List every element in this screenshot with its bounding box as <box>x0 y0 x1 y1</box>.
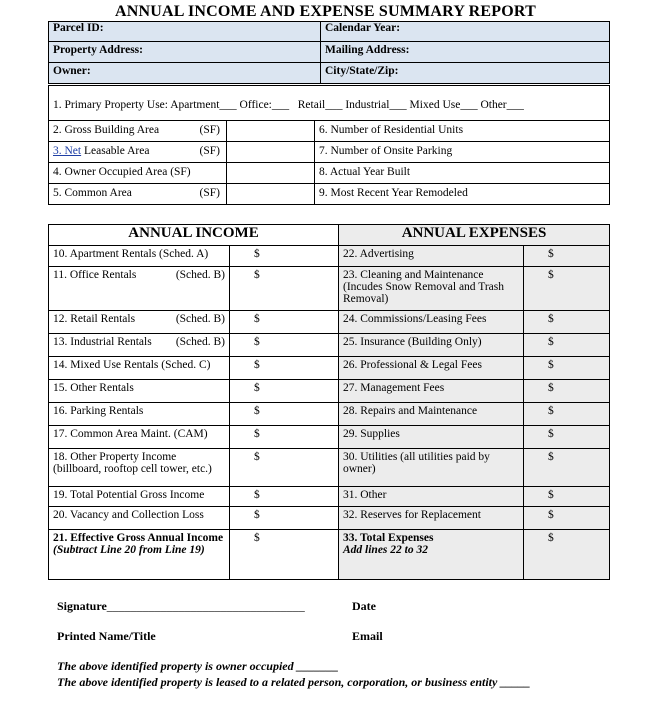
expense-amount-input[interactable]: $ <box>524 334 610 357</box>
income-expense-row <box>49 334 610 357</box>
date-label: Date <box>352 599 376 613</box>
income-expense-row <box>49 267 610 311</box>
property-address-field[interactable]: Property Address: <box>49 42 321 63</box>
income-amount-input[interactable]: $ <box>230 380 339 403</box>
expense-line-label: 23. Cleaning and Maintenance (Incudes Snow Removal and Trash Removal) <box>339 267 524 311</box>
income-line-label: 14. Mixed Use Rentals (Sched. C) <box>49 357 230 380</box>
income-line-label: 18. Other Property Income (billboard, rooftop cell tower, etc.) <box>49 449 230 487</box>
common-area-label: 5. Common Area (SF) <box>49 184 227 205</box>
income-expense-row <box>49 357 610 380</box>
income-expense-row <box>49 507 610 530</box>
income-expense-row <box>49 530 610 580</box>
expense-line-label: 27. Management Fees <box>339 380 524 403</box>
income-amount-input[interactable]: $ <box>230 487 339 507</box>
net-link[interactable]: 3. Net <box>53 145 82 157</box>
related-lease-note: The above identified property is leased to a related person, corporation, or business entity _____ <box>57 675 531 689</box>
expense-line-label: 31. Other <box>339 487 524 507</box>
owner-occupied-area-input[interactable] <box>227 163 315 184</box>
income-line-label: 20. Vacancy and Collection Loss <box>49 507 230 530</box>
email-label: Email <box>352 629 383 643</box>
income-amount-input[interactable]: $ <box>230 403 339 426</box>
income-amount-input[interactable]: $ <box>230 426 339 449</box>
income-amount-input[interactable]: $ <box>230 311 339 334</box>
expense-line-label: 25. Insurance (Building Only) <box>339 334 524 357</box>
gross-building-area-input[interactable] <box>227 121 315 142</box>
income-line-label: 12. Retail Rentals (Sched. B) <box>49 311 230 334</box>
expense-line-label: 29. Supplies <box>339 426 524 449</box>
income-amount-input[interactable]: $ <box>230 449 339 487</box>
expense-amount-input[interactable]: $ <box>524 380 610 403</box>
expense-amount-input[interactable]: $ <box>524 530 610 580</box>
annual-income-header: ANNUAL INCOME <box>49 225 339 246</box>
calendar-year-field[interactable]: Calendar Year: <box>321 22 610 42</box>
page-title: ANNUAL INCOME AND EXPENSE SUMMARY REPORT <box>115 3 536 20</box>
income-amount-input[interactable]: $ <box>230 357 339 380</box>
income-expense-row <box>49 449 610 487</box>
income-expense-table <box>48 224 610 580</box>
parcel-id-field[interactable]: Parcel ID: <box>49 22 321 42</box>
signature-line[interactable]: _________________________________ <box>106 599 305 613</box>
expense-amount-input[interactable]: $ <box>524 267 610 311</box>
primary-use-line[interactable]: 1. Primary Property Use: Apartment___ Office:___ Retail___ Industrial___ Mixed Use___ Other___ <box>49 86 610 121</box>
expense-line-label: 24. Commissions/Leasing Fees <box>339 311 524 334</box>
mailing-address-field[interactable]: Mailing Address: <box>321 42 610 63</box>
income-amount-input[interactable]: $ <box>230 530 339 580</box>
income-amount-input[interactable]: $ <box>230 267 339 311</box>
expense-line-label: 32. Reserves for Replacement <box>339 507 524 530</box>
expense-line-label: 28. Repairs and Maintenance <box>339 403 524 426</box>
expense-line-label: 22. Advertising <box>339 246 524 267</box>
income-expense-row <box>49 380 610 403</box>
income-expense-row <box>49 311 610 334</box>
income-expense-row <box>49 246 610 267</box>
expense-line-label: 33. Total Expenses Add lines 22 to 32 <box>339 530 524 580</box>
expense-amount-input[interactable]: $ <box>524 426 610 449</box>
income-amount-input[interactable]: $ <box>230 507 339 530</box>
income-expense-row <box>49 403 610 426</box>
income-amount-input[interactable]: $ <box>230 246 339 267</box>
income-line-label: 16. Parking Rentals <box>49 403 230 426</box>
income-line-label: 15. Other Rentals <box>49 380 230 403</box>
owner-field[interactable]: Owner: <box>49 63 321 84</box>
income-line-label: 10. Apartment Rentals (Sched. A) <box>49 246 230 267</box>
expense-line-label: 30. Utilities (all utilities paid by owner) <box>339 449 524 487</box>
income-expense-row <box>49 487 610 507</box>
net-leasable-area-input[interactable] <box>227 142 315 163</box>
year-built-field[interactable]: 8. Actual Year Built <box>315 163 610 184</box>
expense-amount-input[interactable]: $ <box>524 311 610 334</box>
printed-name-label: Printed Name/Title <box>57 629 156 643</box>
expense-amount-input[interactable]: $ <box>524 507 610 530</box>
city-state-zip-field[interactable]: City/State/Zip: <box>321 63 610 84</box>
property-info-table <box>48 85 610 205</box>
income-line-label: 13. Industrial Rentals (Sched. B) <box>49 334 230 357</box>
income-line-label: 11. Office Rentals (Sched. B) <box>49 267 230 311</box>
expense-amount-input[interactable]: $ <box>524 357 610 380</box>
income-line-label: 17. Common Area Maint. (CAM) <box>49 426 230 449</box>
income-amount-input[interactable]: $ <box>230 334 339 357</box>
common-area-input[interactable] <box>227 184 315 205</box>
expense-amount-input[interactable]: $ <box>524 487 610 507</box>
income-line-label: 21. Effective Gross Annual Income (Subtract Line 20 from Line 19) <box>49 530 230 580</box>
income-line-label: 19. Total Potential Gross Income <box>49 487 230 507</box>
expense-line-label: 26. Professional & Legal Fees <box>339 357 524 380</box>
residential-units-field[interactable]: 6. Number of Residential Units <box>315 121 610 142</box>
expense-amount-input[interactable]: $ <box>524 403 610 426</box>
gross-building-area-label: 2. Gross Building Area (SF) <box>49 121 227 142</box>
expense-amount-input[interactable]: $ <box>524 449 610 487</box>
net-leasable-area-label: 3. Net Leasable Area (SF) <box>49 142 227 163</box>
header-table <box>48 21 610 84</box>
onsite-parking-field[interactable]: 7. Number of Onsite Parking <box>315 142 610 163</box>
expense-amount-input[interactable]: $ <box>524 246 610 267</box>
owner-occupied-area-label: 4. Owner Occupied Area (SF) <box>49 163 227 184</box>
signature-label: Signature_________________________________ <box>57 599 305 613</box>
year-remodeled-field[interactable]: 9. Most Recent Year Remodeled <box>315 184 610 205</box>
annual-expenses-header: ANNUAL EXPENSES <box>339 225 610 246</box>
income-expense-row <box>49 426 610 449</box>
owner-occupied-note: The above identified property is owner occupied _______ <box>57 659 339 673</box>
